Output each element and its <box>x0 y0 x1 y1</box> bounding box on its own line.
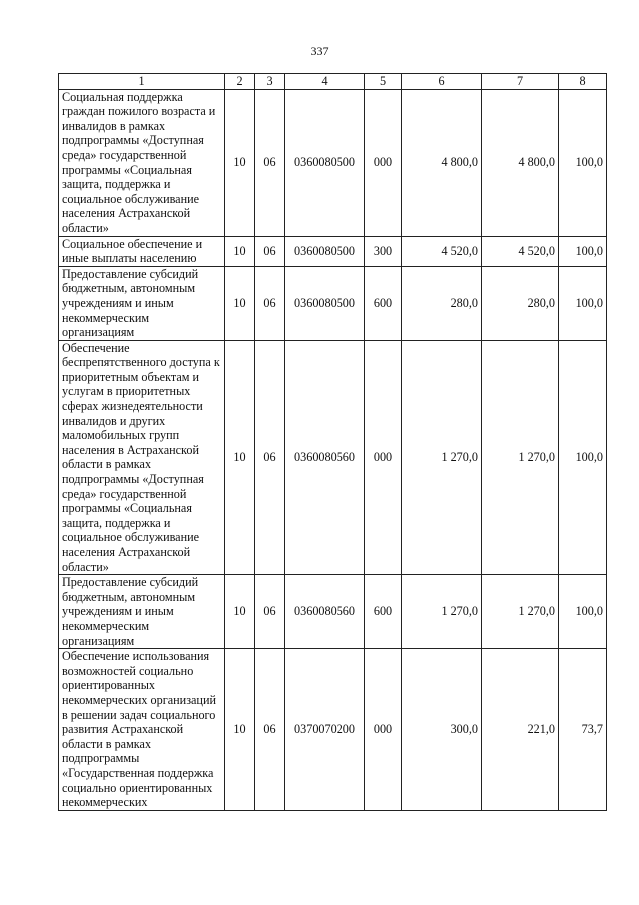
table-row <box>59 236 607 266</box>
row-description: Обеспечение беспрепятственного доступа к приоритетным объектам и услугам в приоритетных сферах жизнедеятельности инвалидов и других маломобильных групп населения в Астраханской области в рамках подпрограммы «Доступная среда» государственной программы «Социальная защита, поддержка и социальное обслуживание населения Астраханской области» <box>59 340 225 575</box>
row-target-code: 0360080560 <box>285 340 365 575</box>
row-subsection: 06 <box>255 89 285 236</box>
row-amount-planned: 280,0 <box>402 266 482 340</box>
row-target-code: 0370070200 <box>285 649 365 811</box>
table-row <box>59 649 607 811</box>
header-cell-2: 2 <box>225 74 255 90</box>
row-amount-actual: 1 270,0 <box>482 340 559 575</box>
row-percent: 100,0 <box>559 266 607 340</box>
row-subsection: 06 <box>255 236 285 266</box>
row-amount-actual: 221,0 <box>482 649 559 811</box>
row-expense-type: 600 <box>365 266 402 340</box>
row-description: Социальная поддержка граждан пожилого возраста и инвалидов в рамках подпрограммы «Доступная среда» государственной программы «Социальная защита, поддержка и социальное обслуживание населения Астраханской области» <box>59 89 225 236</box>
budget-table <box>58 73 607 811</box>
row-percent: 100,0 <box>559 340 607 575</box>
row-section: 10 <box>225 266 255 340</box>
row-target-code: 0360080500 <box>285 266 365 340</box>
header-cell-4: 4 <box>285 74 365 90</box>
row-percent: 100,0 <box>559 575 607 649</box>
row-target-code: 0360080500 <box>285 89 365 236</box>
header-cell-1: 1 <box>59 74 225 90</box>
row-section: 10 <box>225 340 255 575</box>
row-amount-planned: 1 270,0 <box>402 340 482 575</box>
header-cell-7: 7 <box>482 74 559 90</box>
row-expense-type: 300 <box>365 236 402 266</box>
row-section: 10 <box>225 89 255 236</box>
row-section: 10 <box>225 649 255 811</box>
row-amount-planned: 1 270,0 <box>402 575 482 649</box>
row-section: 10 <box>225 236 255 266</box>
header-row <box>59 74 607 90</box>
row-amount-actual: 4 800,0 <box>482 89 559 236</box>
row-target-code: 0360080560 <box>285 575 365 649</box>
table-row <box>59 266 607 340</box>
row-amount-planned: 4 800,0 <box>402 89 482 236</box>
row-description: Предоставление субсидий бюджетным, автономным учреждениям и иным некоммерческим организациям <box>59 575 225 649</box>
row-description: Предоставление субсидий бюджетным, автономным учреждениям и иным некоммерческим организациям <box>59 266 225 340</box>
table-row <box>59 340 607 575</box>
row-subsection: 06 <box>255 649 285 811</box>
table-row <box>59 575 607 649</box>
row-target-code: 0360080500 <box>285 236 365 266</box>
row-section: 10 <box>225 575 255 649</box>
row-amount-actual: 280,0 <box>482 266 559 340</box>
row-percent: 100,0 <box>559 236 607 266</box>
header-cell-6: 6 <box>402 74 482 90</box>
row-description: Социальное обеспечение и иные выплаты населению <box>59 236 225 266</box>
row-amount-planned: 4 520,0 <box>402 236 482 266</box>
row-expense-type: 000 <box>365 340 402 575</box>
row-percent: 73,7 <box>559 649 607 811</box>
header-cell-5: 5 <box>365 74 402 90</box>
row-expense-type: 000 <box>365 649 402 811</box>
header-cell-8: 8 <box>559 74 607 90</box>
row-expense-type: 000 <box>365 89 402 236</box>
page-number: 337 <box>310 44 329 58</box>
row-description: Обеспечение использования возможностей социально ориентированных некоммерческих организаций в решении задач социального развития Астраханской области в рамках подпрограммы «Государственная поддержка социально ориентированных некоммерческих <box>59 649 225 811</box>
row-subsection: 06 <box>255 340 285 575</box>
row-amount-planned: 300,0 <box>402 649 482 811</box>
row-amount-actual: 1 270,0 <box>482 575 559 649</box>
table-row <box>59 89 607 236</box>
header-cell-3: 3 <box>255 74 285 90</box>
row-subsection: 06 <box>255 575 285 649</box>
row-subsection: 06 <box>255 266 285 340</box>
row-expense-type: 600 <box>365 575 402 649</box>
row-amount-actual: 4 520,0 <box>482 236 559 266</box>
row-percent: 100,0 <box>559 89 607 236</box>
